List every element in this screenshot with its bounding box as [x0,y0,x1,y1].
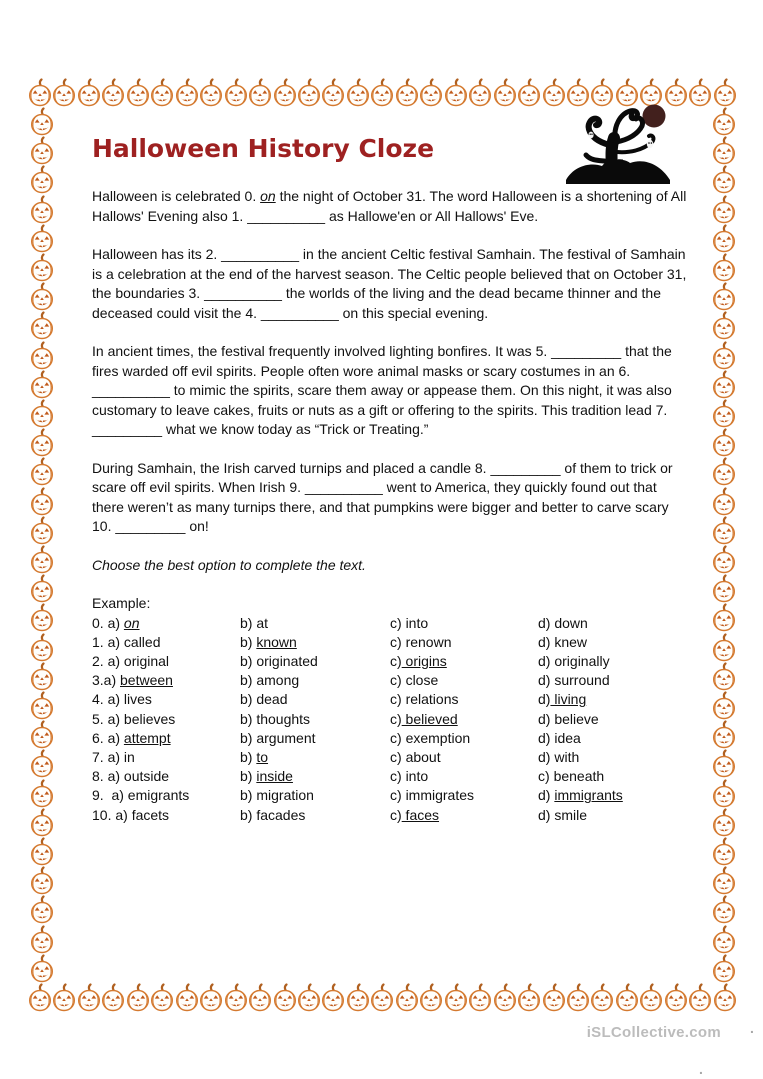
jack-o-lantern-icon [664,983,688,1012]
jack-o-lantern-icon [712,808,736,837]
paragraph-1-text: the night of October 31. The word Halloween is a shortening of All Hallows' Evening also 1. __________ as Hallowe'en or All Hallows' Eve. [92,188,687,224]
jack-o-lantern-icon [175,983,199,1012]
jack-o-lantern-icon [713,78,737,107]
jack-o-lantern-icon [615,983,639,1012]
jack-o-lantern-icon [30,487,54,516]
option-cell: c) believed [390,710,458,727]
jack-o-lantern-icon [468,78,492,107]
option-word: down [554,614,588,631]
jack-o-lantern-icon [126,983,150,1012]
jack-o-lantern-icon [419,983,443,1012]
jack-o-lantern-icon [101,983,125,1012]
option-word: idea [554,729,581,746]
jack-o-lantern-icon [712,341,736,370]
jack-o-lantern-icon [30,720,54,749]
jack-o-lantern-icon [30,574,54,603]
option-row [92,806,689,825]
jack-o-lantern-icon [493,78,517,107]
option-cell: 7. a) in [92,748,135,765]
option-word: inside [256,768,293,785]
option-cell: b) migration [240,787,314,804]
option-cell: c) beneath [538,768,605,785]
jack-o-lantern-icon [150,78,174,107]
jack-o-lantern-icon [712,253,736,282]
jack-o-lantern-icon [712,837,736,866]
option-cell: d) immigrants [538,787,623,804]
option-cell: c) origins [390,652,447,669]
pumpkin-border-left [28,107,55,983]
option-word: immigrants [554,787,623,804]
jack-o-lantern-icon [517,78,541,107]
jack-o-lantern-icon [199,983,223,1012]
islcollective-watermark: iSLCollective.com [586,1024,721,1041]
jack-o-lantern-icon [30,808,54,837]
option-word: emigrants [127,787,190,804]
paragraph-3: In ancient times, the festival frequently involved lighting bonfires. It was 5. _________ that the fires warded off evil spirits. People often wore animal masks or scary costumes in an 6. __________ to mimic the spirits, scare them away or appease them. On this night, it was also customary to leave cakes, fruits or nuts as a gift or offering to the spirits. This tradition lead 7. _________ what we know today as “Trick or Treating.” [92,343,672,437]
option-word: knew [554,633,588,650]
option-cell: c) into [390,614,429,631]
option-row [92,748,689,767]
option-cell: 8. a) outside [92,768,170,785]
option-word: living [550,691,587,708]
option-cell: c) into [390,768,429,785]
worksheet-title: Halloween History Cloze [92,134,435,163]
option-row [92,614,689,633]
jack-o-lantern-icon [712,866,736,895]
paragraph-2: Halloween has its 2. __________ in the ancient Celtic festival Samhain. The festival of Samhain is a celebration at the end of the harvest season. The Celtic people believed that on October 31, the boundaries 3. __________ the worlds of the living and the dead became thinner and the deceased could visit the 4. __________ on this special evening. [92,246,687,321]
option-word: original [123,652,170,669]
option-word: outside [123,768,170,785]
jack-o-lantern-icon [30,311,54,340]
jack-o-lantern-icon [30,282,54,311]
jack-o-lantern-icon [30,895,54,924]
jack-o-lantern-icon [101,78,125,107]
option-cell: c) relations [390,691,459,708]
option-word: lives [123,691,152,708]
jack-o-lantern-icon [273,983,297,1012]
jack-o-lantern-icon [30,545,54,574]
jack-o-lantern-icon [30,633,54,662]
option-word: exemption [405,729,471,746]
option-cell: c) renown [390,633,452,650]
option-word: relations [405,691,459,708]
jack-o-lantern-icon [30,224,54,253]
jack-o-lantern-icon [126,78,150,107]
option-word: close [405,672,439,689]
option-cell: 5. a) believes [92,710,176,727]
paragraph-1-text: Halloween is celebrated 0. [92,188,261,204]
option-word: immigrates [405,787,475,804]
example-label: Example: [92,595,151,611]
option-cell: 4. a) lives [92,691,152,708]
worksheet-content [92,134,689,825]
jack-o-lantern-icon [321,983,345,1012]
jack-o-lantern-icon [712,574,736,603]
option-word: renown [405,633,452,650]
option-word: originally [554,652,610,669]
option-word: origins [401,652,447,669]
option-word: believed [401,710,458,727]
option-word: between [120,672,173,689]
jack-o-lantern-icon [30,195,54,224]
option-word: originated [256,652,318,669]
option-cell: b) dead [240,691,288,708]
paragraph-1 [92,187,689,226]
option-cell: c) immigrates [390,787,475,804]
jack-o-lantern-icon [248,78,272,107]
jack-o-lantern-icon [712,370,736,399]
instruction-line: Choose the best option to complete the text. [92,556,366,573]
example-answer-word: on [260,188,276,204]
jack-o-lantern-icon [712,691,736,720]
jack-o-lantern-icon [712,662,736,691]
jack-o-lantern-icon [30,691,54,720]
jack-o-lantern-icon [30,516,54,545]
jack-o-lantern-icon [28,983,52,1012]
option-cell: 10. a) facets [92,806,170,823]
jack-o-lantern-icon [688,78,712,107]
jack-o-lantern-icon [712,136,736,165]
option-word: thoughts [256,710,311,727]
jack-o-lantern-icon [712,720,736,749]
option-cell: 6. a) attempt [92,729,171,746]
option-cell: b) to [240,748,269,765]
moon-icon [643,105,666,128]
option-word: called [123,633,161,650]
option-cell: d) down [538,614,588,631]
jack-o-lantern-icon [52,78,76,107]
jack-o-lantern-icon [30,399,54,428]
option-word: surround [554,672,610,689]
option-word: in [123,748,135,765]
jack-o-lantern-icon [30,428,54,457]
option-word: dead [256,691,288,708]
option-word: with [554,748,580,765]
option-cell: d) surround [538,672,610,689]
option-cell: b) argument [240,729,316,746]
option-row [92,729,689,748]
option-word: at [256,614,269,631]
option-cell: d) knew [538,633,588,650]
jack-o-lantern-icon [370,983,394,1012]
option-cell: 1. a) called [92,633,161,650]
option-word: into [405,768,429,785]
jack-o-lantern-icon [712,428,736,457]
jack-o-lantern-icon [395,983,419,1012]
option-row [92,786,689,805]
jack-o-lantern-icon [712,195,736,224]
jack-o-lantern-icon [444,78,468,107]
jack-o-lantern-icon [30,341,54,370]
pumpkin-border-bottom [28,983,737,1012]
jack-o-lantern-icon [321,78,345,107]
option-word: known [256,633,297,650]
option-cell: 9. a) emigrants [92,787,190,804]
pumpkin-border-right [710,107,737,983]
jack-o-lantern-icon [712,633,736,662]
jack-o-lantern-icon [712,282,736,311]
jack-o-lantern-icon [297,983,321,1012]
option-cell: d) believe [538,710,599,727]
option-cell: c) faces [390,806,440,823]
option-cell: d) originally [538,652,610,669]
jack-o-lantern-icon [712,749,736,778]
jack-o-lantern-icon [639,983,663,1012]
jack-o-lantern-icon [175,78,199,107]
jack-o-lantern-icon [712,487,736,516]
option-cell: 3.a) between [92,672,173,689]
option-word: believes [123,710,176,727]
option-cell: d) with [538,748,580,765]
jack-o-lantern-icon [30,837,54,866]
option-cell: b) facades [240,806,306,823]
jack-o-lantern-icon [30,954,54,983]
option-word: migration [256,787,314,804]
option-word: to [256,748,269,765]
option-row [92,710,689,729]
option-cell: b) at [240,614,269,631]
option-cell: b) among [240,672,300,689]
option-cell: d) smile [538,806,588,823]
jack-o-lantern-icon [297,78,321,107]
jack-o-lantern-icon [30,165,54,194]
jack-o-lantern-icon [248,983,272,1012]
jack-o-lantern-icon [712,895,736,924]
jack-o-lantern-icon [712,954,736,983]
jack-o-lantern-icon [444,983,468,1012]
jack-o-lantern-icon [370,78,394,107]
footer-dot: . [699,1061,703,1077]
jack-o-lantern-icon [712,107,736,136]
option-word: on [123,614,140,631]
option-cell: c) exemption [390,729,471,746]
jack-o-lantern-icon [52,983,76,1012]
option-cell: c) close [390,672,439,689]
jack-o-lantern-icon [77,983,101,1012]
jack-o-lantern-icon [30,749,54,778]
option-cell: c) about [390,748,441,765]
option-cell: 2. a) original [92,652,170,669]
option-word: faces [401,806,440,823]
jack-o-lantern-icon [30,925,54,954]
option-cell: b) originated [240,652,318,669]
jack-o-lantern-icon [712,779,736,808]
jack-o-lantern-icon [28,78,52,107]
jack-o-lantern-icon [712,311,736,340]
option-word: about [405,748,441,765]
option-cell: 0. a) on [92,614,140,631]
jack-o-lantern-icon [150,983,174,1012]
jack-o-lantern-icon [566,983,590,1012]
option-word: facets [131,806,170,823]
option-cell: b) thoughts [240,710,311,727]
jack-o-lantern-icon [30,603,54,632]
jack-o-lantern-icon [688,983,712,1012]
jack-o-lantern-icon [30,107,54,136]
jack-o-lantern-icon [712,457,736,486]
jack-o-lantern-icon [493,983,517,1012]
option-cell: b) known [240,633,297,650]
jack-o-lantern-icon [30,866,54,895]
option-cell: b) inside [240,768,293,785]
option-row [92,633,689,652]
option-row [92,767,689,786]
jack-o-lantern-icon [713,983,737,1012]
jack-o-lantern-icon [346,78,370,107]
jack-o-lantern-icon [77,78,101,107]
options-grid [92,614,689,825]
jack-o-lantern-icon [199,78,223,107]
jack-o-lantern-icon [468,983,492,1012]
jack-o-lantern-icon [712,516,736,545]
option-row [92,671,689,690]
jack-o-lantern-icon [712,925,736,954]
option-cell: d) living [538,691,587,708]
jack-o-lantern-icon [224,78,248,107]
footer-dot: . [750,1020,754,1036]
option-word: among [256,672,300,689]
jack-o-lantern-icon [712,224,736,253]
jack-o-lantern-icon [273,78,297,107]
jack-o-lantern-icon [30,457,54,486]
option-word: into [405,614,429,631]
option-word: believe [554,710,599,727]
jack-o-lantern-icon [712,545,736,574]
option-cell: d) idea [538,729,581,746]
jack-o-lantern-icon [30,779,54,808]
jack-o-lantern-icon [395,78,419,107]
option-word: smile [554,806,588,823]
jack-o-lantern-icon [712,165,736,194]
jack-o-lantern-icon [712,399,736,428]
jack-o-lantern-icon [517,983,541,1012]
jack-o-lantern-icon [712,603,736,632]
jack-o-lantern-icon [30,253,54,282]
option-word: facades [256,806,306,823]
jack-o-lantern-icon [590,983,614,1012]
jack-o-lantern-icon [30,136,54,165]
paragraph-4: During Samhain, the Irish carved turnips and placed a candle 8. _________ of them to trick or scare off evil spirits. When Irish 9. __________ went to America, they quickly found out that there weren’t as many turnips there, and that pumpkins were bigger and better to carve scary 10. _________ on! [92,459,673,534]
option-row [92,690,689,709]
jack-o-lantern-icon [346,983,370,1012]
option-word: attempt [123,729,171,746]
jack-o-lantern-icon [542,983,566,1012]
option-row [92,652,689,671]
option-word: beneath [553,768,605,785]
jack-o-lantern-icon [419,78,443,107]
jack-o-lantern-icon [224,983,248,1012]
option-word: argument [256,729,316,746]
jack-o-lantern-icon [30,370,54,399]
jack-o-lantern-icon [30,662,54,691]
